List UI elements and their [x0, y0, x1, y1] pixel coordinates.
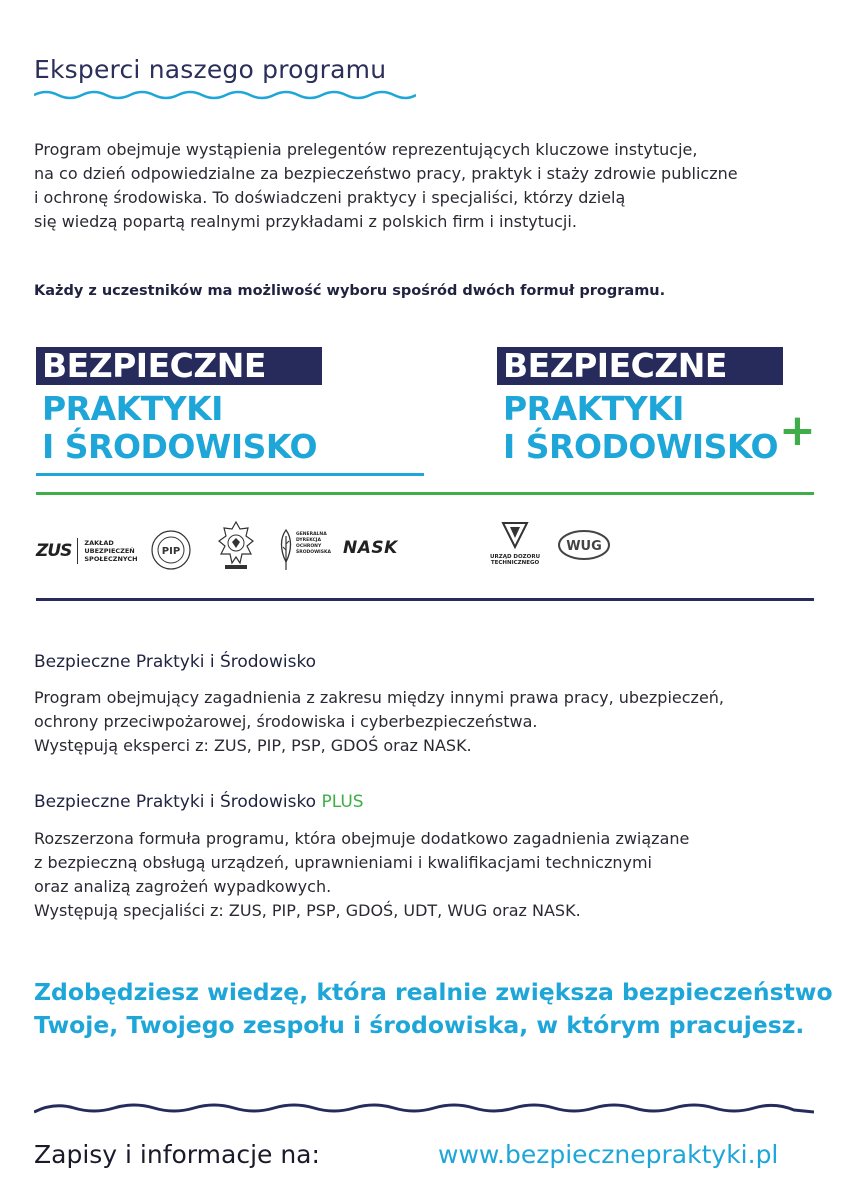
zus-mark: ZUS — [36, 541, 72, 561]
logo-bezpieczne-praktyki — [36, 347, 436, 477]
signup-label: Zapisy i informacje na: — [34, 1140, 320, 1169]
intro-line: się wiedzą popartą realnymi przykładami z polskich firm i instytucji. — [34, 212, 577, 231]
pip-mark: PIP — [161, 546, 181, 557]
wug-logo — [556, 526, 612, 564]
plus-icon: + — [779, 405, 816, 456]
section-plus-title: Bezpieczne Praktyki i Środowisko PLUS — [34, 792, 364, 812]
pip-logo — [150, 529, 192, 571]
zus-text: ZAKŁAD UBEZPIECZEŃ SPOŁECZNYCH — [84, 539, 138, 563]
section-plus-body: Rozszerzona formuła programu, która obejmuje dodatkowo zagadnienia związane z bezpieczną obsługą urządzeń, uprawnieniami i kwalifikacjami technicznymi oraz analizą zagrożeń wypadkowych. Występują specjaliści z: ZUS, PIP, PSP, GDOŚ, UDT, WUG oraz NASK. — [34, 829, 690, 920]
leaf-icon — [278, 528, 294, 572]
section-basic-body: Program obejmujący zagadnienia z zakresu między innymi prawa pracy, ubezpieczeń, ochrony przeciwpożarowej, środowiska i cyberbezpieczeństwa. Występują eksperci z: ZUS, PIP, PSP, GDOŚ oraz NASK. — [34, 688, 725, 755]
plus-label: PLUS — [321, 792, 364, 812]
section-basic-title: Bezpieczne Praktyki i Środowisko — [34, 652, 317, 672]
logo-plus-line1: BEZPIECZNE — [497, 347, 783, 385]
choice-statement: Każdy z uczestników ma możliwość wyboru spośród dwóch formuł programu. — [34, 283, 666, 299]
gdos-logo: GENERALNA DYREKCJA OCHRONY ŚRODOWISKA — [278, 528, 294, 576]
nask-logo: NASK — [343, 538, 398, 558]
logo-bezpieczne-praktyki-plus — [497, 347, 849, 477]
title-wave-decoration — [34, 88, 416, 102]
intro-line: na co dzień odpowiedzialne za bezpieczeństwo pracy, praktyk i staży zdrowie publiczne — [34, 164, 738, 183]
zus-logo — [36, 538, 138, 564]
blue-underline — [36, 473, 424, 476]
green-divider — [36, 492, 814, 495]
navy-divider — [36, 598, 814, 601]
website-link[interactable]: www.bezpiecznepraktyki.pl — [438, 1140, 779, 1169]
intro-paragraph — [34, 138, 824, 234]
udt-logo: URZĄD DOZORU TECHNICZNEGO — [490, 520, 540, 566]
logo-line3: I ŚRODOWISKO — [42, 427, 318, 466]
logo-line1: BEZPIECZNE — [36, 347, 322, 385]
psp-logo — [216, 520, 256, 572]
udt-mark-icon — [500, 520, 530, 550]
logo-plus-line3: I ŚRODOWISKO — [503, 427, 779, 466]
page-title: Eksperci naszego programu — [34, 55, 387, 84]
logo-line2: PRAKTYKI — [42, 389, 223, 428]
call-to-action: Zdobędziesz wiedzę, która realnie zwiększa bezpieczeństwo Twoje, Twojego zespołu i środowiska, w którym pracujesz. — [34, 978, 833, 1039]
bottom-wave-decoration — [34, 1098, 814, 1118]
intro-line: Program obejmuje wystąpienia prelegentów reprezentujących kluczowe instytucje, — [34, 140, 698, 159]
intro-line: i ochronę środowiska. To doświadczeni praktycy i specjaliści, którzy dzielą — [34, 188, 626, 207]
logo-plus-line2: PRAKTYKI — [503, 389, 684, 428]
wug-mark: WUG — [566, 539, 602, 554]
